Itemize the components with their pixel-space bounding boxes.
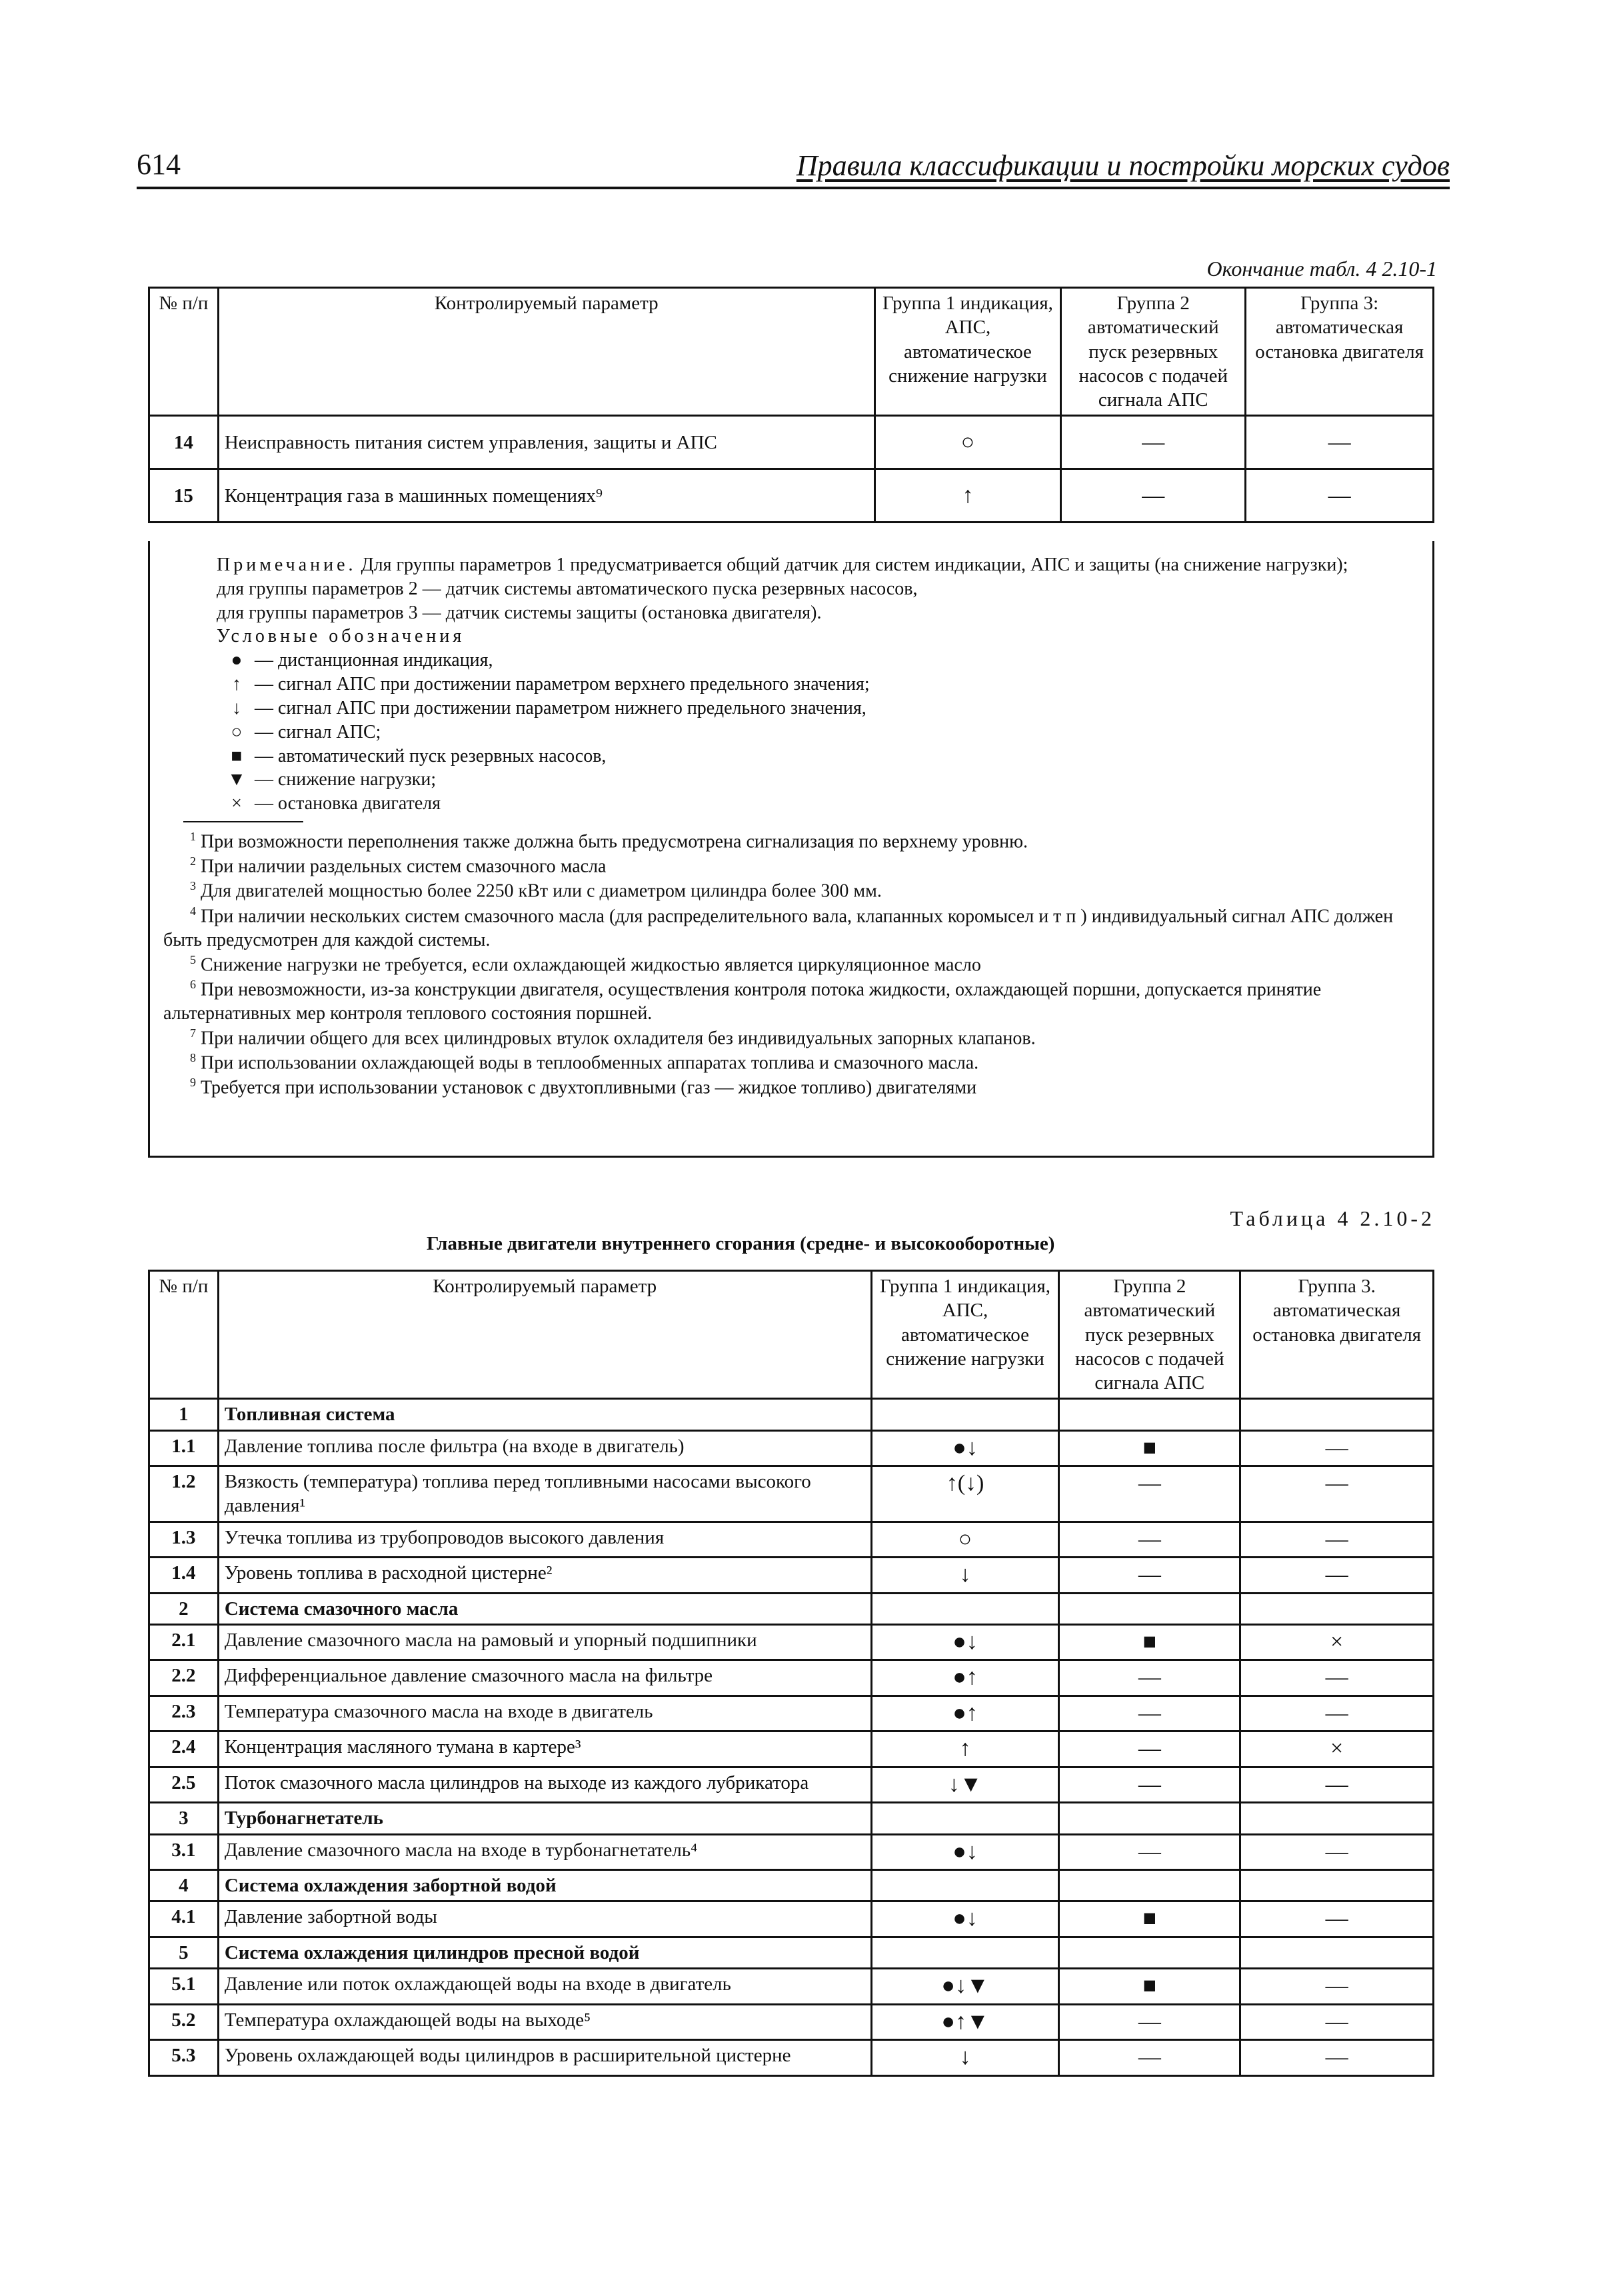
- table-body: [149, 1399, 1434, 2075]
- cell-g2: —: [1059, 1558, 1240, 1594]
- cell-g2: [1059, 1937, 1240, 1968]
- cell-p: Давление смазочного масла на рамовый и упорный подшипники: [218, 1624, 871, 1660]
- col-group3: Группа 3: автоматическая остановка двигателя: [1246, 288, 1434, 416]
- legend-item: ▼ — снижение нагрузки;: [163, 768, 1419, 792]
- cell-n: 3.1: [149, 1834, 219, 1870]
- table-row: [149, 1660, 1434, 1696]
- cell-g2: —: [1059, 1660, 1240, 1696]
- col-param: Контролируемый параметр: [218, 288, 874, 416]
- section-row: [149, 1399, 1434, 1430]
- cell-n: 5.3: [149, 2040, 219, 2076]
- cell-g2: ■: [1059, 1969, 1240, 2005]
- cell-p: Турбонагнетатель: [218, 1803, 871, 1834]
- footnote-divider: [183, 821, 303, 822]
- table-row: [149, 1767, 1434, 1803]
- cell-g2: [1059, 1399, 1240, 1430]
- cell-n: 2.2: [149, 1660, 219, 1696]
- footnote: $^3$ Для двигателей мощностью более 2250 кВт или с диаметром цилиндра более 300 мм.: [190, 879, 882, 902]
- footnote: $^8$ При использовании охлаждающей воды в теплообменных аппаратах топлива и смазочного масла.: [190, 1050, 979, 1074]
- cell-p: Система смазочного масла: [218, 1593, 871, 1624]
- table-row: 15 Концентрация газа в машинных помещениях⁹ ↑ — —: [149, 469, 1434, 523]
- legend-title: Условные обозначения: [217, 626, 465, 647]
- cell-g3: —: [1240, 1767, 1434, 1803]
- table-row: [149, 1834, 1434, 1870]
- cell-p: Давление или поток охлаждающей воды на входе в двигатель: [218, 1969, 871, 2005]
- cell-g3: —: [1240, 1466, 1434, 1522]
- table-row: [149, 2040, 1434, 2076]
- footnote: $^7$ При наличии общего для всех цилиндровых втулок охладителя без индивидуальных запорных клапанов.: [190, 1026, 1036, 1049]
- cell-n: 5: [149, 1937, 219, 1968]
- table-row: 14 Неисправность питания систем управления, защиты и АПС ○ — —: [149, 416, 1434, 469]
- continuation-note: Окончание табл. 4 2.10-1: [1206, 257, 1437, 281]
- cell-g1: ●↓: [871, 1834, 1059, 1870]
- cell-g1: ●↓: [871, 1624, 1059, 1660]
- cell-n: 2.1: [149, 1624, 219, 1660]
- cell-g2: —: [1059, 2040, 1240, 2076]
- cell-g1: [871, 1399, 1059, 1430]
- cell-p: Концентрация масляного тумана в картере³: [218, 1731, 871, 1767]
- table-header-row: [149, 288, 1434, 416]
- cell-g3: ×: [1240, 1624, 1434, 1660]
- cell-g2: [1059, 1870, 1240, 1901]
- cell-n: 2.3: [149, 1696, 219, 1731]
- notes-text-3: для группы параметров 3 — датчик системы защиты (остановка двигателя).: [217, 602, 822, 623]
- section-row: [149, 1803, 1434, 1834]
- footnote: $^6$ При невозможности, из-за конструкции двигателя, осуществления контроля потока жидкости, охлаждающей поршни, допускается принятие альтернативных мер контроля теплового состояния поршней.: [163, 977, 1322, 1024]
- cell-g3: —: [1240, 1901, 1434, 1937]
- cell-p: Уровень топлива в расходной цистерне²: [218, 1558, 871, 1594]
- legend-item: × — остановка двигателя: [163, 792, 1419, 816]
- cell-p: Уровень охлаждающей воды цилиндров в расширительной цистерне: [218, 2040, 871, 2076]
- table-row: [149, 1731, 1434, 1767]
- col-group1: Группа 1 индикация, АПС, автоматическое снижение нагрузки: [871, 1271, 1059, 1399]
- footnotes: [163, 829, 1419, 1100]
- table-row: [149, 1558, 1434, 1594]
- cell-n: 2: [149, 1593, 219, 1624]
- cell-g1: [871, 1593, 1059, 1624]
- cell-n: 4: [149, 1870, 219, 1901]
- col-param: Контролируемый параметр: [218, 1271, 871, 1399]
- notes-text-1: Для группы параметров 1 предусматривается общий датчик для систем индикации, АПС и защиты (на снижение нагрузки);: [361, 555, 1348, 575]
- cell-g3: [1240, 1593, 1434, 1624]
- table-header-row: [149, 1271, 1434, 1399]
- arrow-up-icon: ↑: [232, 674, 241, 695]
- legend-item: ↓ — сигнал АПС при достижении параметром нижнего предельного значения,: [163, 696, 1419, 720]
- table-row: [149, 1624, 1434, 1660]
- col-group2: Группа 2 автоматический пуск резервных насосов с подачей сигнала АПС: [1059, 1271, 1240, 1399]
- cell-g2: —: [1059, 2004, 1240, 2040]
- legend-item: ○ — сигнал АПС;: [163, 720, 1419, 744]
- notes-block: [148, 541, 1434, 1158]
- cell-g3: —: [1240, 1696, 1434, 1731]
- cell-g3: [1240, 1870, 1434, 1901]
- cell-n: 2.5: [149, 1767, 219, 1803]
- cell-p: Дифференциальное давление смазочного масла на фильтре: [218, 1660, 871, 1696]
- cell-g3: [1240, 1399, 1434, 1430]
- cell-g1: ↓: [871, 2040, 1059, 2076]
- notes-text-2: для группы параметров 2 — датчик системы автоматического пуска резервных насосов,: [217, 578, 918, 599]
- cell-g1: ●↑: [871, 1660, 1059, 1696]
- cell-g3: —: [1240, 1558, 1434, 1594]
- footnote: $^4$ При наличии нескольких систем смазочного масла (для распределительного вала, клапанных коромысел и т п ) индивидуальный сигнал АПС должен быть предусмотрен для каждой системы.: [163, 904, 1394, 950]
- cell-g2: [1059, 1803, 1240, 1834]
- table-row: [149, 1522, 1434, 1558]
- cell-g3: —: [1240, 1834, 1434, 1870]
- cell-p: Давление забортной воды: [218, 1901, 871, 1937]
- legend-item: ● — дистанционная индикация,: [163, 648, 1419, 672]
- table-4-2-10-2: [148, 1270, 1434, 2077]
- cell-g1: ↓▼: [871, 1767, 1059, 1803]
- arrow-down-icon: ↓: [232, 697, 241, 718]
- open-circle-icon: ○: [231, 721, 243, 742]
- cell-g3: —: [1240, 1969, 1434, 2005]
- col-group1: Группа 1 индикация, АПС, автоматическое снижение нагрузки: [874, 288, 1061, 416]
- cell-n: 3: [149, 1803, 219, 1834]
- footnote: $^5$ Снижение нагрузки не требуется, если охлаждающей жидкостью является циркуляционное масло: [190, 952, 981, 975]
- cell-g1: [871, 1870, 1059, 1901]
- cell-g3: —: [1240, 2040, 1434, 2076]
- cell-g1: ●↓: [871, 1901, 1059, 1937]
- cell-g3: —: [1240, 1660, 1434, 1696]
- legend-list: [163, 648, 1419, 816]
- page-header: [137, 145, 1450, 189]
- cell-n: 4.1: [149, 1901, 219, 1937]
- table-row: [149, 1696, 1434, 1731]
- table-title: Главные двигатели внутреннего сгорания (средне- и высокооборотные): [427, 1233, 1055, 1254]
- cell-n: 2.4: [149, 1731, 219, 1767]
- cell-n: 1.1: [149, 1430, 219, 1466]
- cell-p: Давление смазочного масла на входе в турбонагнетатель⁴: [218, 1834, 871, 1870]
- table-row: [149, 1969, 1434, 2005]
- col-num: № п/п: [149, 288, 219, 416]
- cell-p: Утечка топлива из трубопроводов высокого давления: [218, 1522, 871, 1558]
- cell-n: 1: [149, 1399, 219, 1430]
- running-title: Правила классификации и постройки морских судов: [796, 149, 1450, 182]
- filled-circle-icon: ●: [231, 650, 243, 671]
- cell-g3: —: [1240, 1430, 1434, 1466]
- footnote: $^1$ При возможности переполнения также должна быть предусмотрена сигнализация по верхнему уровню.: [190, 830, 1028, 852]
- notes-title: Примечание.: [217, 555, 357, 575]
- cell-g1: ●↑▼: [871, 2004, 1059, 2040]
- cross-icon: ×: [231, 793, 242, 814]
- col-group2: Группа 2 автоматический пуск резервных насосов с подачей сигнала АПС: [1061, 288, 1246, 416]
- cell-g1: ●↓▼: [871, 1969, 1059, 2005]
- cell-n: 5.2: [149, 2004, 219, 2040]
- cell-p: Поток смазочного масла цилиндров на выходе из каждого лубрикатора: [218, 1767, 871, 1803]
- cell-g2: ■: [1059, 1430, 1240, 1466]
- table-label: Таблица 4 2.10-2: [1230, 1206, 1435, 1230]
- cell-p: Температура смазочного масла на входе в двигатель: [218, 1696, 871, 1731]
- cell-g2: ■: [1059, 1624, 1240, 1660]
- cell-g1: ●↓: [871, 1430, 1059, 1466]
- cell-p: Система охлаждения цилиндров пресной водой: [218, 1937, 871, 1968]
- cell-g2: [1059, 1593, 1240, 1624]
- table-row: [149, 1430, 1434, 1466]
- cell-g3: —: [1240, 2004, 1434, 2040]
- section-row: [149, 1937, 1434, 1968]
- cell-g2: —: [1059, 1767, 1240, 1803]
- cell-p: Давление топлива после фильтра (на входе в двигатель): [218, 1430, 871, 1466]
- cell-g1: [871, 1803, 1059, 1834]
- cell-g2: —: [1059, 1696, 1240, 1731]
- cell-n: 1.2: [149, 1466, 219, 1522]
- cell-g2: —: [1059, 1522, 1240, 1558]
- cell-g1: ↑(↓): [871, 1466, 1059, 1522]
- col-group3: Группа 3. автоматическая остановка двигателя: [1240, 1271, 1434, 1399]
- cell-g1: ↓: [871, 1558, 1059, 1594]
- cell-n: 5.1: [149, 1969, 219, 2005]
- cell-g2: —: [1059, 1731, 1240, 1767]
- cell-p: Вязкость (температура) топлива перед топливными насосами высокого давления¹: [218, 1466, 871, 1522]
- cell-g3: [1240, 1803, 1434, 1834]
- page-number: 614: [137, 148, 181, 181]
- section-row: [149, 1870, 1434, 1901]
- cell-g1: ↑: [871, 1731, 1059, 1767]
- cell-g3: —: [1240, 1522, 1434, 1558]
- table-row: [149, 1466, 1434, 1522]
- cell-n: 1.3: [149, 1522, 219, 1558]
- table-4-2-10-1: [148, 287, 1434, 523]
- footnote: $^2$ При наличии раздельных систем смазочного масла: [190, 854, 607, 877]
- cell-g2: —: [1059, 1466, 1240, 1522]
- cell-p: Топливная система: [218, 1399, 871, 1430]
- cell-n: 1.4: [149, 1558, 219, 1594]
- cell-g1: [871, 1937, 1059, 1968]
- triangle-down-icon: ▼: [227, 769, 246, 790]
- cell-g3: [1240, 1937, 1434, 1968]
- table-row: [149, 2004, 1434, 2040]
- cell-g3: ×: [1240, 1731, 1434, 1767]
- cell-g1: ●↑: [871, 1696, 1059, 1731]
- cell-g2: ■: [1059, 1901, 1240, 1937]
- filled-square-icon: ■: [231, 745, 243, 766]
- footnote: $^9$ Требуется при использовании установок с двухтопливными (газ — жидкое топливо) двигателями: [190, 1076, 977, 1098]
- legend-item: ■ — автоматический пуск резервных насосов,: [163, 744, 1419, 768]
- table-row: [149, 1901, 1434, 1937]
- cell-g2: —: [1059, 1834, 1240, 1870]
- cell-p: Температура охлаждающей воды на выходе⁵: [218, 2004, 871, 2040]
- legend-item: ↑ — сигнал АПС при достижении параметром верхнего предельного значения;: [163, 672, 1419, 696]
- cell-g1: ○: [871, 1522, 1059, 1558]
- cell-p: Система охлаждения забортной водой: [218, 1870, 871, 1901]
- col-num: № п/п: [149, 1271, 219, 1399]
- section-row: [149, 1593, 1434, 1624]
